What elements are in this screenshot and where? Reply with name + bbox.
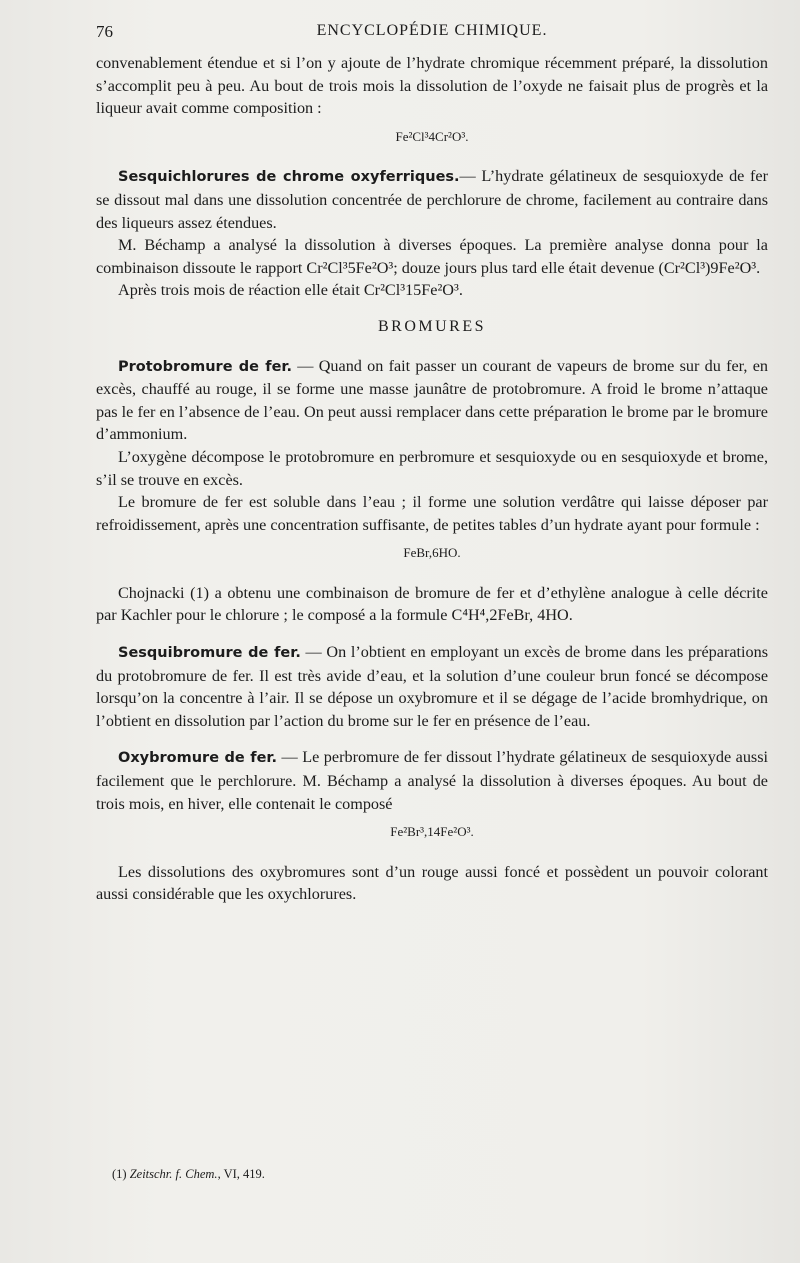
paragraph-solubility: Le bromure de fer est soluble dans l’eau ; il forme une solution verdâtre qui laisse déposer par refroidissement, après une concentration suffisante, de petites tables d’un hydrate ayant pour formule : [96,493,768,534]
text-sesquichlorures: — L’hydrate gélatineux de sesquioxyde de fer se dissout mal dans une dissolution concentrée de perchlorure de chrome, facilement au contraire dans des liqueurs assez étendues. [96,167,768,232]
heading-sesquibromure: Sesquibromure de fer. [118,645,301,662]
heading-oxybromure: Oxybromure de fer. [118,750,278,767]
paragraph-oxygen: L’oxygène décompose le protobromure en perbromure et sesquioxyde ou en sesquioxyde et brome, s’il se trouve en excès. [96,447,768,489]
text-oxybromure: — Le perbromure de fer dissout l’hydrate gélatineux de sesquioxyde aussi facilement que le perchlorure. M. Béchamp a analysé la dissolution à diverses époques. Au bout de trois mois, en hiver, elle contenait le composé [96,748,769,813]
heading-sesquichlorures: Sesquichlorures de chrome oxyferriques. [118,169,460,186]
formula-oxybromure: Fe²Br³,14Fe²O³. [390,824,474,840]
paragraph-three-months: Après trois mois de réaction elle était Cr²Cl³15Fe²O³. [118,281,463,300]
paragraph-chojnacki: Chojnacki (1) a obtenu une combinaison de bromure de fer et d’ethylène analogue à celle décrite par Kachler pour le chlorure ; le composé a la formule C⁴H⁴,2FeBr, 4HO. [96,583,768,625]
paragraph-dissolutions: Les dissolutions des oxybromures sont d’un rouge aussi foncé et possèdent un pouvoir colorant aussi considérable que les oxychlorures. [96,862,768,904]
formula-iron-chromium: Fe²Cl³4Cr²O³. [395,128,469,144]
footnote-marker: (1) [112,1167,127,1181]
text-sesquibromure: — On l’obtient en employant un excès de brome dans les préparations du protobromure de fer. Il est très avide d’eau, et la solution d’une couleur brun foncé se décompose lorsqu’on la concentre à l’air. Il se dépose un oxybromure et il se dégage de l’acide bromhydrique, on l’obtient en dissolution par l’action du brome sur le fer en présence de l’eau. [96,643,768,730]
paragraph-bechamp-analysis: M. Béchamp a analysé la dissolution à diverses époques. La première analyse donna pour la combinaison dissoute le rapport Cr²Cl³5Fe²O³; douze jours plus tard elle était devenue (Cr²Cl³)9Fe²O³. [96,236,768,277]
text-protobromure: — Quand on fait passer un courant de vapeurs de brome sur du fer, en excès, chauffé au rouge, il se forme une masse jaunâtre de protobromure. A froid le brome n’attaque pas le fer en l’absence de l’eau. On peut aussi remplacer dans cette préparation le brome par le bromure d’ammonium. [96,356,769,444]
section-title-bromures: BROMURES [377,317,487,335]
paragraph-oxybromure [96,746,768,815]
page-number: 76 [96,22,113,41]
paragraph-protobromure [96,355,768,446]
intro-paragraph: convenablement étendue et si l’on y ajoute de l’hydrate chromique récemment préparé, la dissolution s’accomplit peu à peu. Au bout de trois mois la dissolution de l’oxyde ne faisait plus de progrès et la liqueur avait comme composition : [96,54,768,118]
footnote [112,1167,265,1182]
paragraph-sesquibromure [96,641,768,732]
body-text [96,52,768,906]
running-header [96,22,768,46]
footnote-source: Zeitschr. f. Chem. [129,1167,218,1181]
running-title: ENCYCLOPÉDIE CHIMIQUE. [316,22,548,39]
heading-protobromure: Protobromure de fer. [118,358,293,375]
paragraph-sesquichlorures [96,165,768,234]
footnote-reference: , VI, 419. [217,1167,265,1181]
formula-hydrate: FeBr,6HO. [403,545,461,561]
